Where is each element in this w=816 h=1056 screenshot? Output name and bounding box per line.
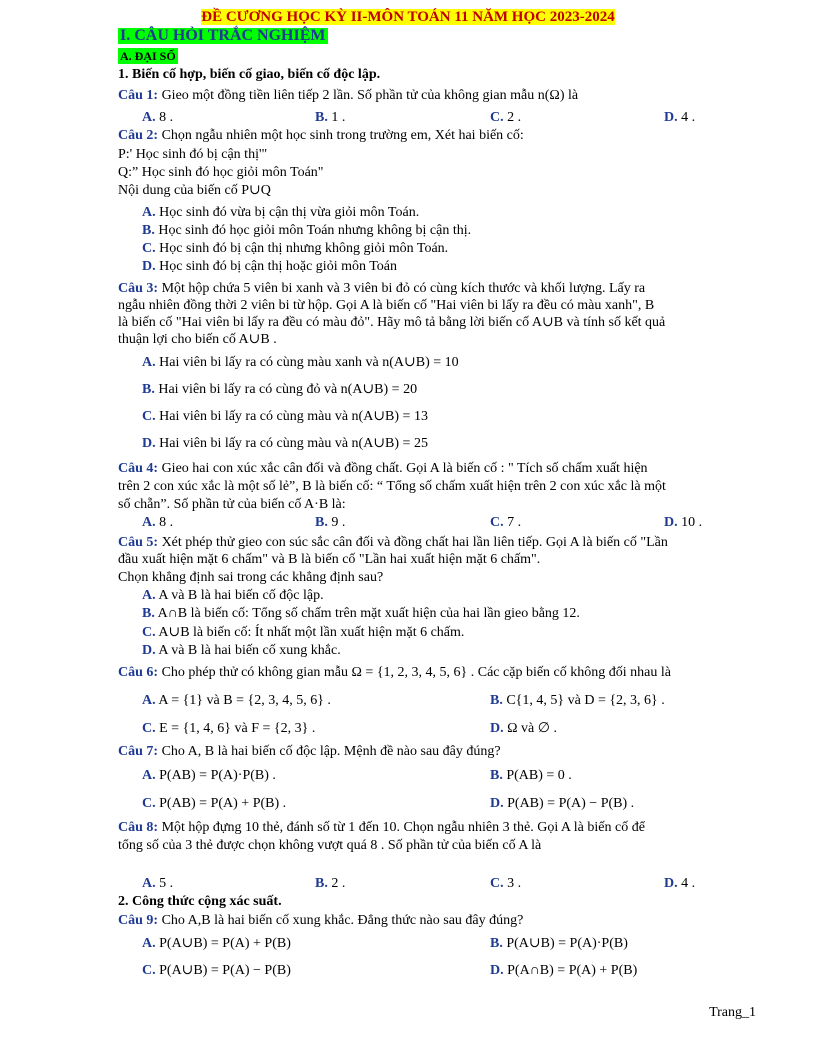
question-2: Câu 2: Chọn ngẫu nhiên một học sinh trong trường em, Xét hai biến cố:: [118, 128, 524, 143]
q3-option-a: A. Hai viên bi lấy ra có cùng màu xanh và n(A∪B) = 10: [142, 355, 459, 370]
q7-option-a: A. P(AB) = P(A)·P(B) .: [142, 768, 276, 783]
page-number: Trang_1: [709, 1005, 756, 1020]
q2-option-b: B. Học sinh đó học giỏi môn Toán nhưng không bị cận thị.: [142, 223, 472, 238]
q7-option-c: C. P(AB) = P(A) + P(B) .: [142, 796, 287, 811]
q9-option-c: C. P(A∪B) = P(A) − P(B): [142, 963, 291, 978]
q3-line-2: ngẫu nhiên đồng thời 2 viên bi từ hộp. Gọi A là biến cố "Hai viên bi lấy ra đều có màu xanh", B: [118, 298, 655, 313]
topic-heading-2: 2. Công thức cộng xác suất.: [118, 894, 282, 909]
q3-option-d: D. Hai viên bi lấy ra có cùng màu và n(A∪B) = 25: [142, 436, 428, 451]
q1-option-c: C. 2 .: [490, 110, 522, 125]
q8-line-2: tổng số của 3 thẻ được chọn không vượt quá 8 . Số phần tử của biến cố A là: [118, 838, 542, 853]
question-1: [118, 88, 578, 104]
q7-option-b: B. P(AB) = 0 .: [490, 768, 572, 783]
question-3: Câu 3: Một hộp chứa 5 viên bi xanh và 3 viên bi đỏ có cùng kích thước và khối lượng. Lấy ra: [118, 281, 646, 296]
q9-option-b: B. P(A∪B) = P(A)·P(B): [490, 936, 628, 951]
q5-line-3: Chọn khẳng định sai trong các khẳng định sau?: [118, 570, 384, 585]
q2-option-c: C. Học sinh đó bị cận thị nhưng không giỏi môn Toán.: [142, 241, 449, 256]
q5-option-c: C. A∪B là biến cố: Ít nhất một lần xuất hiện mặt 6 chấm.: [142, 625, 465, 640]
q5-line-2: đầu xuất hiện mặt 6 chấm" và B là biến cố "Lần hai xuất hiện mặt 6 chấm".: [118, 552, 541, 567]
q3-option-b: B. Hai viên bi lấy ra có cùng đỏ và n(A∪B) = 20: [142, 382, 418, 397]
q6-option-d: D. Ω và ∅ .: [490, 721, 557, 736]
q1-option-a: A. 8 .: [142, 110, 174, 125]
q4-option-a: A. 8 .: [142, 515, 174, 530]
q5-option-b: B. A∩B là biến cố: Tổng số chấm trên mặt xuất hiện của hai lần gieo bằng 12.: [142, 606, 580, 621]
question-label: Câu 1:: [118, 88, 159, 103]
q5-option-d: D. A và B là hai biến cố xung khắc.: [142, 643, 341, 658]
q2-line-q: Q:” Học sinh đó học giỏi môn Toán": [118, 165, 324, 180]
q9-option-d: D. P(A∩B) = P(A) + P(B): [490, 963, 638, 978]
question-9: Câu 9: Cho A,B là hai biến cố xung khắc. Đẳng thức nào sau đây đúng?: [118, 913, 524, 928]
q2-line-prompt: Nội dung của biến cố P∪Q: [118, 183, 271, 198]
q6-option-a: A. A = {1} và B = {2, 3, 4, 5, 6} .: [142, 693, 331, 708]
q2-option-d: D. Học sinh đó bị cận thị hoặc giỏi môn Toán: [142, 259, 398, 274]
q5-option-a: A. A và B là hai biến cố độc lập.: [142, 588, 324, 603]
q8-option-b: B. 2 .: [315, 876, 346, 891]
q8-option-a: A. 5 .: [142, 876, 174, 891]
q1-option-b: B. 1 .: [315, 110, 346, 125]
q4-line-2: trên 2 con xúc xắc là một số lẻ”, B là biến cố: “ Tổng số chấm xuất hiện trên 2 con xúc xắc là một: [118, 479, 666, 494]
q9-option-a: A. P(A∪B) = P(A) + P(B): [142, 936, 291, 951]
q4-option-b: B. 9 .: [315, 515, 346, 530]
q6-option-c: C. E = {1, 4, 6} và F = {2, 3} .: [142, 721, 316, 736]
q2-line-p: P:' Học sinh đó bị cận thị'": [118, 147, 268, 162]
question-6: Câu 6: Cho phép thử có không gian mẫu Ω = {1, 2, 3, 4, 5, 6} . Các cặp biến cố không đối nhau là: [118, 665, 671, 680]
q4-option-c: C. 7 .: [490, 515, 522, 530]
q1-option-d: D. 4 .: [664, 110, 696, 125]
q7-option-d: D. P(AB) = P(A) − P(B) .: [490, 796, 635, 811]
subsection-heading: A. ĐẠI SỐ: [120, 49, 176, 63]
q2-option-a: A. Học sinh đó vừa bị cận thị vừa giỏi môn Toán.: [142, 205, 420, 220]
q8-option-d: D. 4 .: [664, 876, 696, 891]
q8-option-c: C. 3 .: [490, 876, 522, 891]
section-heading: I. CÂU HỎI TRẮC NGHIỆM: [120, 27, 326, 44]
q4-line-3: số chẵn”. Số phần tử của biến cố A·B là:: [118, 497, 346, 512]
q3-line-3: là biến cố "Hai viên bi lấy ra đều có màu đỏ". Hãy mô tả bằng lời biến cố A∪B và tính số kết quả: [118, 315, 666, 330]
question-5: Câu 5: Xét phép thử gieo con súc sắc cân đối và đồng chất hai lần liên tiếp. Gọi A là biến cố "Lần: [118, 535, 668, 550]
question-7: Câu 7: Cho A, B là hai biến cố độc lập. Mệnh đề nào sau đây đúng?: [118, 744, 501, 759]
topic-heading: 1. Biến cố hợp, biến cố giao, biến cố độc lập.: [118, 67, 381, 82]
question-8: Câu 8: Một hộp đựng 10 thẻ, đánh số từ 1 đến 10. Chọn ngẫu nhiên 3 thẻ. Gọi A là biến cố để: [118, 820, 645, 835]
q4-option-d: D. 10 .: [664, 515, 703, 530]
question-text: Gieo một đồng tiền liên tiếp 2 lần. Số phần tử của không gian mẫu n(Ω) là: [158, 88, 579, 103]
document-title: ĐỀ CƯƠNG HỌC KỲ II-MÔN TOÁN 11 NĂM HỌC 2023-2024: [201, 9, 615, 25]
q3-option-c: C. Hai viên bi lấy ra có cùng màu và n(A∪B) = 13: [142, 409, 428, 424]
q6-option-b: B. C{1, 4, 5} và D = {2, 3, 6} .: [490, 693, 665, 708]
q3-line-4: thuận lợi cho biến cố A∪B .: [118, 332, 277, 347]
question-4: Câu 4: Gieo hai con xúc xắc cân đối và đồng chất. Gọi A là biến cố : " Tích số chấm xuất hiện: [118, 461, 648, 476]
